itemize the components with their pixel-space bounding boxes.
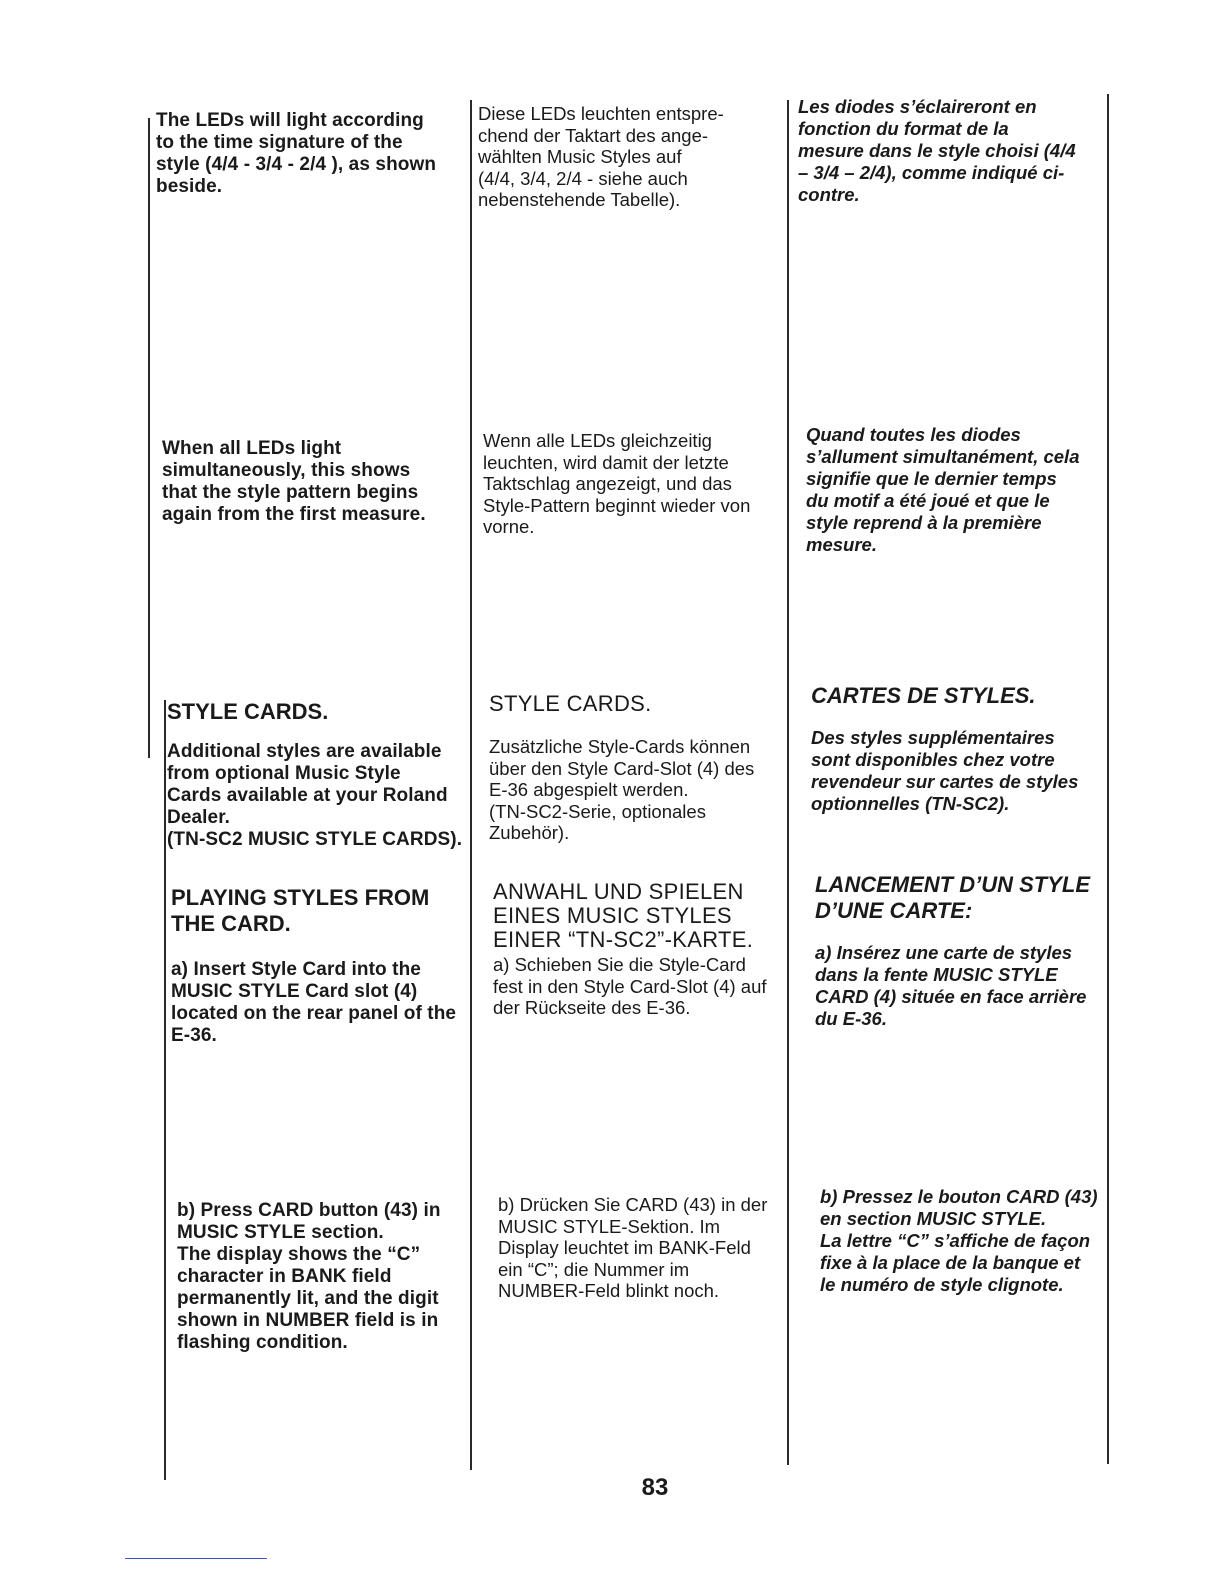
leds-intro-french	[798, 96, 1103, 206]
column-rule-left-bottom	[164, 700, 166, 1480]
playing-heading-german: ANWAHL UND SPIELEN EINES MUSIC STYLES EINER “TN-SC2”-KARTE.	[493, 879, 754, 952]
leds-all-english-text: When all LEDs light simultaneously, this shows that the style pattern begins again from the first measure.	[162, 438, 426, 525]
leds-all-french-text: Quand toutes les diodes s’allument simultanément, cela signifie que le dernier temps du motif a été joué et que le style reprend à la première mesure.	[806, 424, 1080, 555]
footer-rule	[125, 1558, 267, 1559]
step-a-french: a) Insérez une carte de styles dans la fente MUSIC STYLE CARD (4) située en face arrière du E-36.	[815, 942, 1087, 1029]
leds-all-english	[162, 438, 462, 526]
step-a-english: a) Insert Style Card into the MUSIC STYLE Card slot (4) located on the rear panel of the E-36.	[171, 959, 457, 1046]
leds-all-french	[806, 424, 1106, 556]
playing-english	[171, 885, 471, 1047]
step-b-french: b) Pressez le bouton CARD (43) en section MUSIC STYLE. La lettre “C” s’affiche de façon fixe à la place de la banque et le numéro de style clignote.	[820, 1186, 1098, 1295]
style-cards-german-text: Zusätzliche Style-Cards können über den Style Card-Slot (4) des E-36 abgespielt werden. (TN-SC2-Serie, optionales Zubehör).	[489, 736, 755, 843]
step-b-english: b) Press CARD button (43) in MUSIC STYLE section. The display shows the “C” character in BANK field permanently lit, and the digit shown in NUMBER field is in flashing condition.	[177, 1200, 441, 1353]
leds-all-german	[483, 430, 783, 538]
playing-german	[493, 880, 793, 1019]
step-b-german-block	[498, 1194, 798, 1302]
step-a-german: a) Schieben Sie die Style-Card fest in den Style Card-Slot (4) auf der Rückseite des E-36.	[493, 954, 767, 1018]
column-rule-left-top	[148, 118, 150, 758]
style-cards-heading-english: STYLE CARDS.	[167, 699, 329, 724]
style-cards-french-text: Des styles supplémentaires sont disponibles chez votre revendeur sur cartes de styles optionnelles (TN-SC2).	[811, 727, 1079, 814]
style-cards-german	[489, 692, 789, 844]
style-cards-english-text: Additional styles are available from optional Music Style Cards available at your Roland Dealer. (TN-SC2 MUSIC STYLE CARDS).	[167, 741, 463, 850]
playing-heading-english: PLAYING STYLES FROM THE CARD.	[171, 885, 430, 936]
leds-intro-english-text: The LEDs will light according to the time signature of the style (4/4 - 3/4 - 2/4 ), as shown beside.	[156, 110, 437, 197]
playing-heading-french: LANCEMENT D’UN STYLE D’UNE CARTE:	[815, 872, 1090, 923]
page-number: 83	[641, 1474, 669, 1501]
playing-french	[815, 872, 1115, 1030]
step-b-french-block	[820, 1186, 1120, 1296]
leds-intro-french-text: Les diodes s’éclaireront en fonction du format de la mesure dans le style choisi (4/4 – 3/4 – 2/4), comme indiqué ci- contre.	[798, 96, 1076, 205]
style-cards-french	[811, 683, 1111, 815]
style-cards-english	[167, 699, 467, 851]
leds-intro-german	[478, 103, 783, 211]
style-cards-heading-french: CARTES DE STYLES.	[811, 683, 1036, 708]
style-cards-heading-german: STYLE CARDS.	[489, 691, 652, 716]
leds-intro-german-text: Diese LEDs leuchten entspre- chend der Taktart des ange- wählten Music Styles auf (4/4, 3/4, 2/4 - siehe auch nebenstehende Tabelle).	[478, 103, 724, 210]
leds-intro-english	[156, 110, 461, 198]
step-b-english-block	[177, 1200, 472, 1354]
step-b-german: b) Drücken Sie CARD (43) in der MUSIC STYLE-Sektion. Im Display leuchtet im BANK-Feld ein “C”; die Nummer im NUMBER-Feld blinkt noch.	[498, 1194, 768, 1301]
leds-all-german-text: Wenn alle LEDs gleichzeitig leuchten, wird damit der letzte Taktschlag angezeigt, und das Style-Pattern beginnt wieder von vorne.	[483, 430, 751, 537]
